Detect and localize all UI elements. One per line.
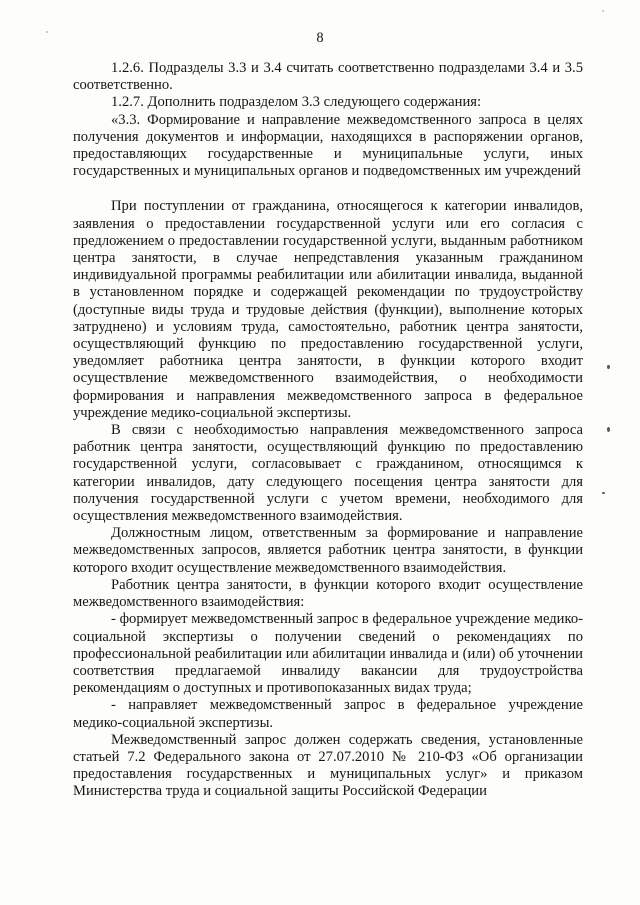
scan-speck [607,365,610,369]
section-heading-3-3: «3.3. Формирование и направление межведомственного запроса в целях получения документов и информации, находящихся в распоряжении органов, предоставляющих государственные и муниципальные услуги, иных государственных и муниципальных органов и подведомственных им учреждений [73,111,583,180]
scan-speck [46,31,48,33]
paragraph-disabled-citizen-application: При поступлении от гражданина, относящегося к категории инвалидов, заявления о предоставлении государственной услуги или его согласия с предложением о предоставлении государственной услуги, выданным работником центра занятости, в случае непредставления указанным гражданином индивидуальной программы реабилитации или абилитации инвалида, выданной в установленном порядке и содержащей рекомендации по трудоустройству (доступные виды труда и трудовые действия (функции), выполнение которых затруднено) и условиям труда, самостоятельно, работник центра занятости, осуществляющий функцию по предоставлению государственной услуги, уведомляет работника центра занятости, в функции которого входит осуществление межведомственного взаимодействия, о необходимости формирования и направления межведомственного запроса в федеральное учреждение медико-социальной экспертизы. [73,198,583,421]
paragraph-1-2-6: 1.2.6. Подразделы 3.3 и 3.4 считать соответственно подразделами 3.4 и 3.5 соответственно. [73,60,583,94]
paragraph-responsible-official: Должностным лицом, ответственным за формирование и направление межведомственных запросов, является работник центра занятости, в функции которого входит осуществление межведомственного взаимодействия. [73,525,583,576]
paragraph-1-2-7: 1.2.7. Дополнить подразделом 3.3 следующего содержания: [111,94,482,111]
document-body [73,60,583,801]
paragraph-interagency-worker-duties: Работник центра занятости, в функции которого входит осуществление межведомственного взаимодействия: [73,576,583,611]
list-item-forms-request: - формирует межведомственный запрос в федеральное учреждение медико-социальной экспертизы о получении сведений о рекомендациях по профессиональной реабилитации или абилитации инвалида и (или) об уточнении соответствия предлагаемой инвалиду вакансии для трудоустройства рекомендациям о доступных и противопоказанных видах труда; [73,611,583,697]
scan-speck [607,427,610,432]
scan-speck [602,492,605,494]
paragraph-visit-date-agreement: В связи с необходимостью направления межведомственного запроса работник центра занятости, осуществляющий функцию по предоставлению государственной услуги, согласовывает с гражданином, относящимся к категории инвалидов, дату следующего посещения центра занятости для получения государственной услуги с учетом времени, необходимого для осуществления межведомственного взаимодействия. [73,422,583,525]
list-item-sends-request: - направляет межведомственный запрос в федеральное учреждение медико-социальной экспертизы. [73,697,583,731]
scan-speck [602,10,604,12]
paragraph-request-contents: Межведомственный запрос должен содержать сведения, установленные статьей 7.2 Федерального закона от 27.07.2010 № 210-ФЗ «Об организации предоставления государственных и муниципальных услуг» и приказом Министерства труда и социальной защиты Российской Федерации [73,731,583,800]
page-number: 8 [316,30,324,46]
